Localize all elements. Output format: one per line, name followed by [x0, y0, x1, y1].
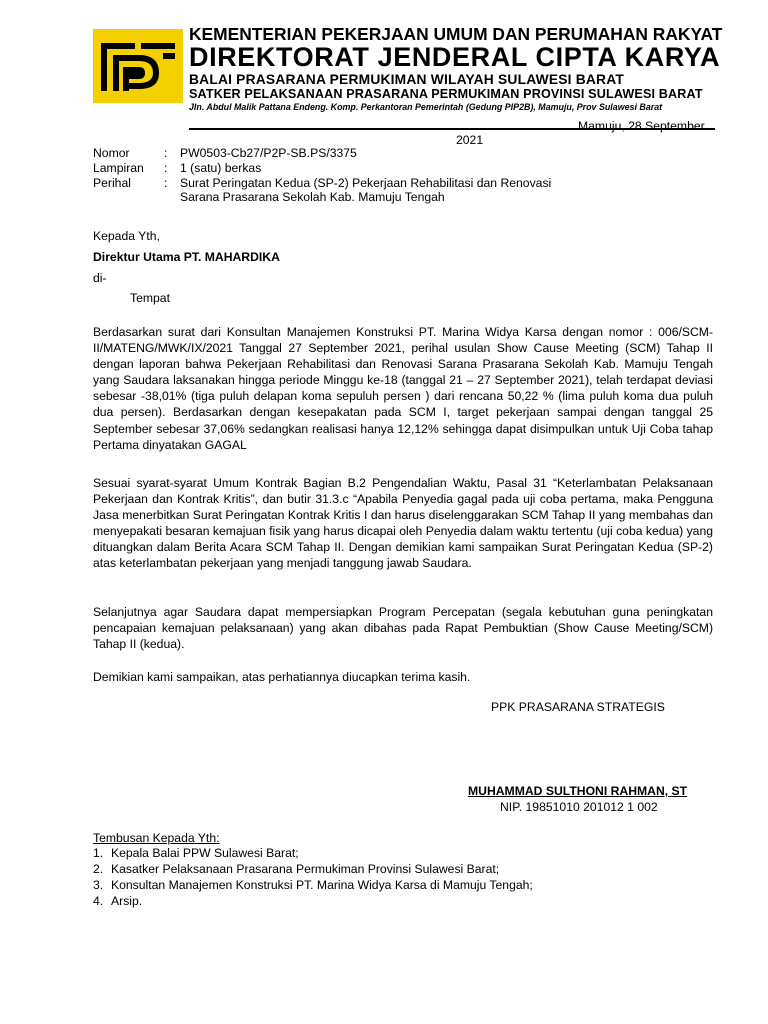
- pupr-logo-icon: [93, 29, 183, 103]
- cc-item-number: 3.: [93, 878, 104, 893]
- cc-item-text: Konsultan Manajemen Konstruksi PT. Marina Widya Karsa di Mamuju Tengah;: [111, 878, 533, 893]
- meta-label-lampiran: Lampiran: [93, 161, 144, 175]
- cc-list: [93, 845, 533, 909]
- meta-sep: :: [164, 146, 168, 160]
- meta-label-nomor: Nomor: [93, 146, 130, 160]
- body-paragraph-2: Sesuai syarat-syarat Umum Kontrak Bagian B.2 Pengendalian Waktu, Pasal 31 “Keterlambatan Pelaksanaan Pekerjaan dan Kontrak Kritis”, dan butir 31.3.c “Apabila Penyedia gagal pada uji coba pertama, maka Pengguna Jasa menerbitkan Surat Peringatan Kontrak Kritis I dan harus diselenggarakan SCM Tahap II yang membahas dan menyepakati besaran kemajuan fisik yang harus dicapai oleh Penyedia dalam waktu tertentu (uji coba kedua) yang dituangkan dalam Berita Acara SCM Tahap II. Dengan demikian kami sampaikan Surat Peringatan Kedua (SP-2) atas keterlambatan pekerjaan yang menjadi tanggung jawab Saudara.: [93, 476, 713, 571]
- meta-value-perihal-cont: Sarana Prasarana Sekolah Kab. Mamuju Tengah: [180, 190, 445, 204]
- body-paragraph-1: Berdasarkan surat dari Konsultan Manajemen Konstruksi PT. Marina Widya Karsa dengan nomor : 006/SCM-II/MATENG/MWK/IX/2021 Tanggal 27 September 2021, perihal usulan Show Cause Meeting (SCM) Tahap II dengan laporan bahwa Pekerjaan Rehabilitasi dan Renovasi Sarana Prasarana Sekolah Kab. Mamuju Tengah yang Saudara laksanakan hingga periode Minggu ke-18 (tanggal 21 – 27 September 2021), telah terdapat deviasi sebesar -38,01% (tiga puluh delapan koma sepuluh persen ) dari rencana 50,22 % (lima puluh koma dua puluh dua persen). Berdasarkan dengan kesepakatan pada SCM I, target pekerjaan sampai dengan tanggal 25 September sebesar 37,06% sedangkan realisasi hanya 12,12% sehingga dapat disimpulkan untuk Uji Coba tahap Pertama dinyatakan GAGAL: [93, 325, 713, 452]
- list-item: [93, 861, 533, 877]
- cc-item-text: Kasatker Pelaksanaan Prasarana Permukiman Provinsi Sulawesi Barat;: [111, 862, 500, 877]
- list-item: [93, 877, 533, 893]
- cc-item-text: Kepala Balai PPW Sulawesi Barat;: [111, 846, 299, 860]
- signatory-name: MUHAMMAD SULTHONI RAHMAN, ST: [468, 784, 688, 798]
- pupr-logo-mark: [93, 29, 183, 103]
- cc-item-number: 2.: [93, 862, 104, 877]
- office-address: Jln. Abdul Malik Pattana Endeng. Komp. Perkantoran Pemerintah (Gedung PIP2B), Mamuju, Prov Sulawesi Barat: [189, 101, 663, 112]
- cc-item-number: 1.: [93, 846, 104, 860]
- meta-sep: :: [164, 161, 168, 175]
- list-item: [93, 845, 533, 861]
- cc-item-text: Arsip.: [111, 894, 143, 909]
- closing-paragraph: Demikian kami sampaikan, atas perhatiannya diucapkan terima kasih.: [93, 670, 471, 684]
- letter-date: Mamuju, 28 September: [578, 119, 705, 133]
- meta-value-lampiran: 1 (satu) berkas: [180, 161, 262, 175]
- body-paragraph-3: Selanjutnya agar Saudara dapat mempersiapkan Program Percepatan (segala kebutuhan guna peningkatan pencapaian kemajuan pelaksanaan) yang akan dibahas pada Rapat Pembuktian (Show Cause Meeting/SCM) Tahap II (kedua).: [93, 605, 713, 652]
- unit-name: SATKER PELAKSANAAN PRASARANA PERMUKIMAN PROVINSI SULAWESI BARAT: [189, 87, 703, 102]
- letterhead-text: [189, 24, 723, 112]
- meta-label-perihal: Perihal: [93, 176, 131, 190]
- list-item: [93, 893, 533, 909]
- signatory-title: PPK PRASARANA STRATEGIS: [491, 700, 665, 714]
- cc-heading: Tembusan Kepada Yth:: [93, 831, 220, 845]
- meta-value-nomor: PW0503-Cb27/P2P-SB.PS/3375: [180, 146, 357, 160]
- meta-value-perihal: Surat Peringatan Kedua (SP-2) Pekerjaan Rehabilitasi dan Renovasi: [180, 176, 552, 190]
- ministry-name: KEMENTERIAN PEKERJAAN UMUM DAN PERUMAHAN RAKYAT: [189, 24, 723, 44]
- addressee-greeting: Kepada Yth,: [93, 229, 160, 243]
- meta-sep: :: [164, 176, 168, 190]
- addressee-name: Direktur Utama PT. MAHARDIKA: [93, 250, 280, 264]
- office-name: BALAI PRASARANA PERMUKIMAN WILAYAH SULAWESI BARAT: [189, 72, 624, 88]
- letterhead: [93, 24, 723, 112]
- addressee-place: Tempat: [130, 291, 170, 305]
- directorate-name: DIREKTORAT JENDERAL CIPTA KARYA: [189, 42, 721, 73]
- signatory-nip: NIP. 19851010 201012 1 002: [500, 800, 658, 814]
- letter-date-year: 2021: [456, 133, 484, 147]
- cc-item-number: 4.: [93, 894, 104, 909]
- addressee-di: di-: [93, 271, 107, 285]
